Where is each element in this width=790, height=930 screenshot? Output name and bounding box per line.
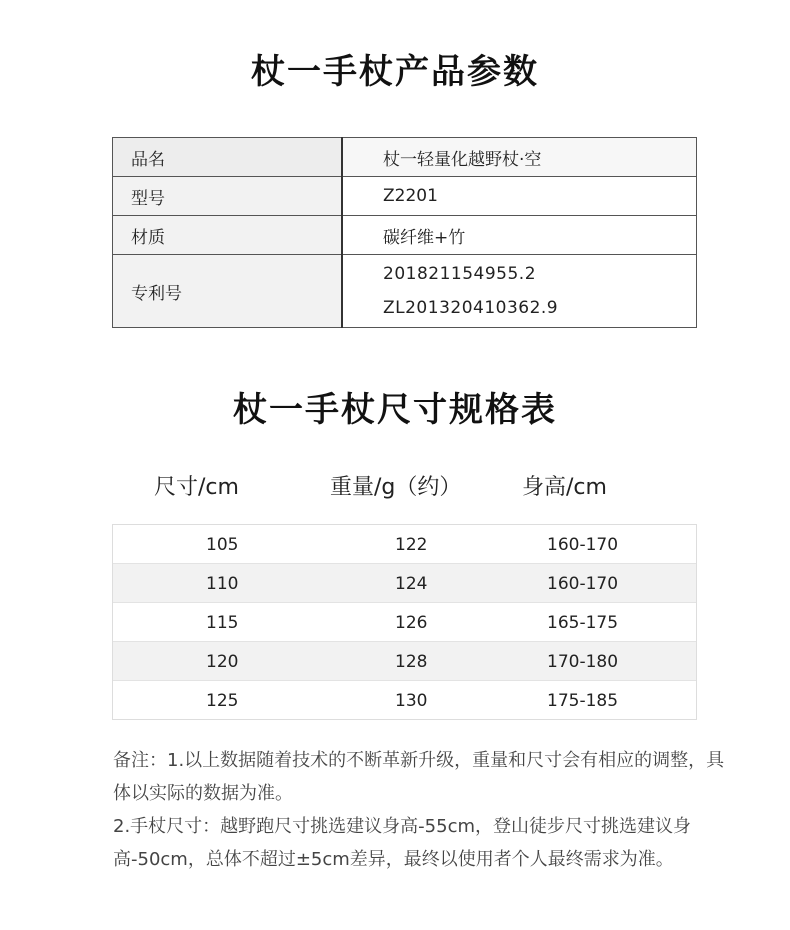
param-label-model: 型号 [113,177,343,216]
cell-size: 110 [206,574,239,594]
table-row [113,641,696,680]
param-value-name: 杖一轻量化越野杖·空 [342,138,697,177]
cell-weight: 124 [395,574,428,594]
param-value-model: Z2201 [342,177,697,216]
param-row-material [113,216,697,255]
params-title: 杖一手杖产品参数 [251,52,539,92]
param-label-name: 品名 [113,138,343,177]
note-2: 2.手杖尺寸：越野跑尺寸挑选建议身高-55cm，登山徒步尺寸挑选建议身高-50cm，总体不超过±5cm差异，最终以使用者个人最终需求为准。 [113,816,692,870]
size-title: 杖一手杖尺寸规格表 [233,390,557,430]
table-row [113,563,696,602]
param-row-patent [113,255,697,328]
param-row-model [113,177,697,216]
header-height: 身高/cm [522,475,607,500]
cell-height: 160-170 [547,535,619,555]
cell-size: 105 [206,535,239,555]
cell-height: 160-170 [547,574,619,594]
cell-height: 170-180 [547,652,619,672]
cell-height: 175-185 [547,691,619,711]
cell-weight: 128 [395,652,428,672]
patent-number-1: 201821154955.2 [383,264,537,284]
param-value-patent [342,255,697,328]
param-row-name [113,138,697,177]
product-params-table [112,137,697,328]
patent-number-2: ZL201320410362.9 [383,298,559,318]
param-value-material: 碳纤维+竹 [342,216,697,255]
size-table-header [0,470,790,504]
cell-size: 120 [206,652,239,672]
header-weight: 重量/g（约） [330,475,462,500]
cell-size: 115 [206,613,239,633]
cell-size: 125 [206,691,239,711]
param-label-patent: 专利号 [113,255,343,328]
note-1: 备注：1.以上数据随着技术的不断革新升级，重量和尺寸会有相应的调整，具体以实际的数据为准。 [113,750,725,804]
table-row [113,602,696,641]
cell-height: 165-175 [547,613,619,633]
cell-weight: 122 [395,535,428,555]
cell-weight: 130 [395,691,428,711]
notes [113,744,733,876]
table-row [113,525,696,563]
header-size: 尺寸/cm [154,475,239,500]
cell-weight: 126 [395,613,428,633]
table-row [113,680,696,719]
param-label-material: 材质 [113,216,343,255]
size-table [112,524,697,720]
